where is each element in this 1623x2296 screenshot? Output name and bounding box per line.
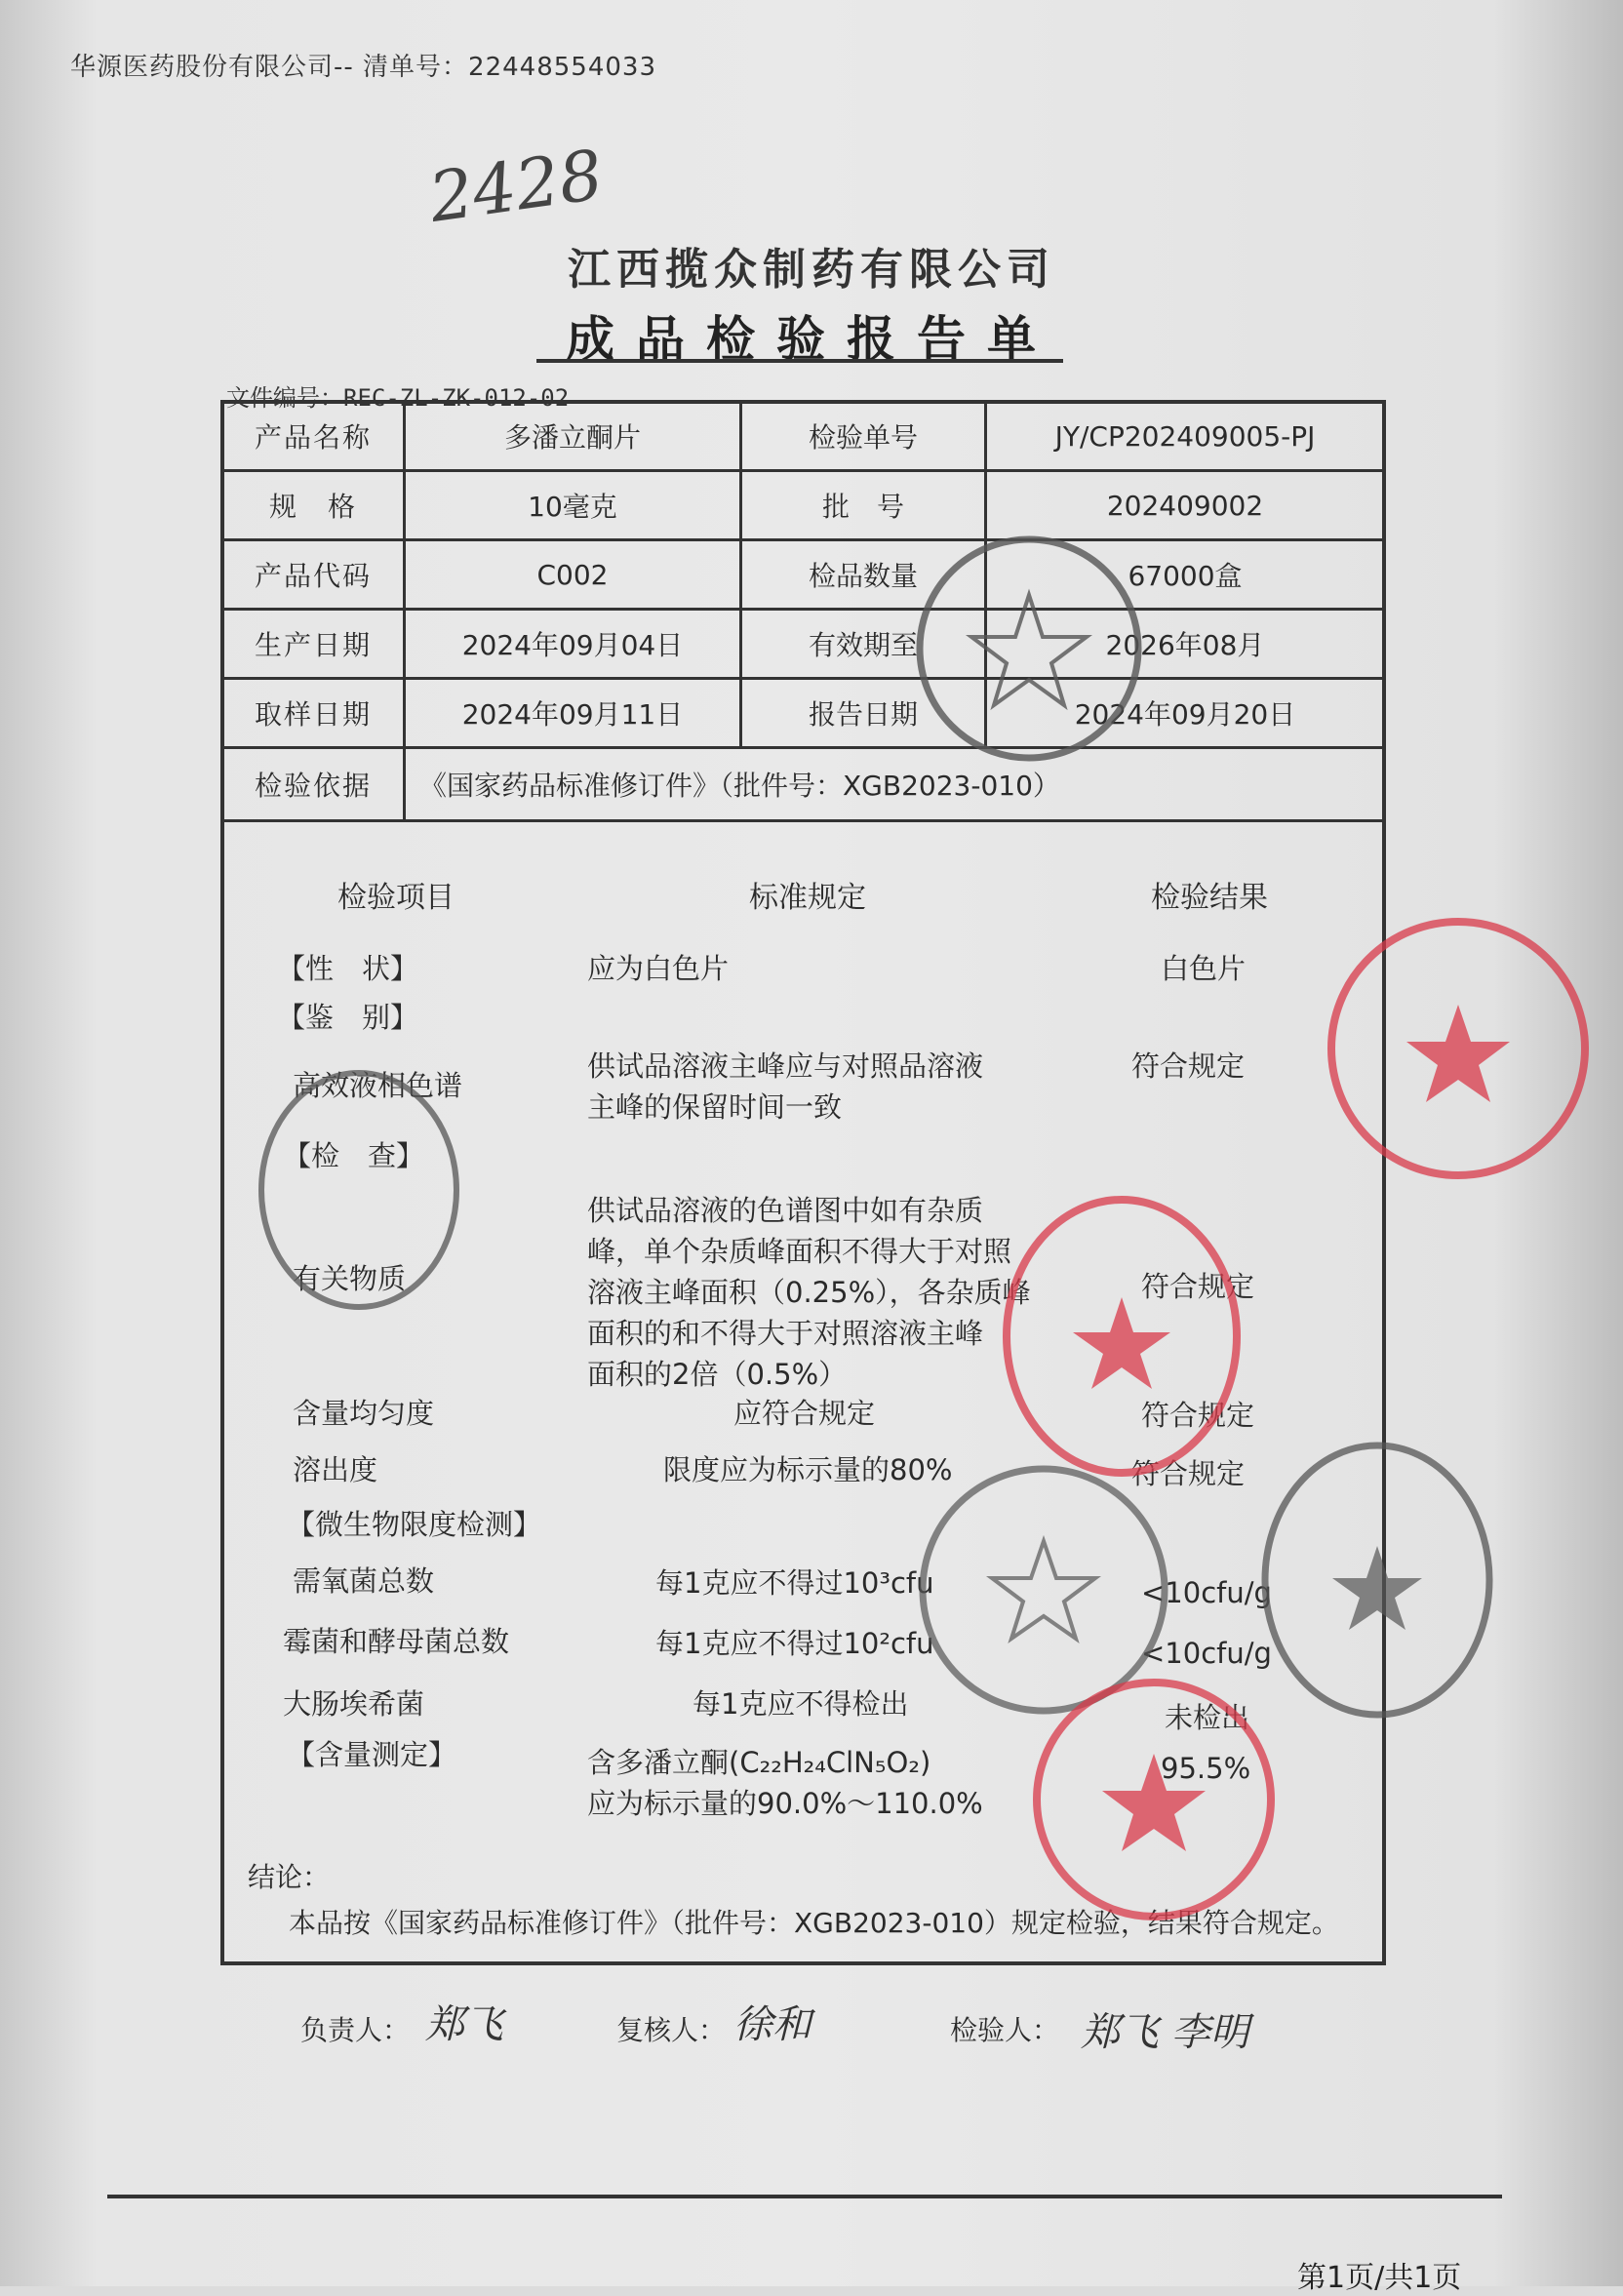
uniformity-item: 含量均匀度 — [293, 1397, 435, 1430]
related-standard-line: 供试品溶液的色谱图中如有杂质 — [587, 1194, 984, 1227]
top-line: 华源医药股份有限公司-- 清单号：22448554033 — [70, 53, 656, 82]
assay-result: 95.5% — [1161, 1752, 1251, 1785]
hplc-result: 符合规定 — [1131, 1049, 1246, 1083]
spec: 10毫克 — [405, 471, 741, 540]
related-standard-line: 面积的2倍（0.5%） — [587, 1358, 848, 1391]
appearance-result: 白色片 — [1161, 952, 1247, 985]
handwritten-number: 2428 — [424, 135, 608, 238]
spec-label: 规 格 — [222, 471, 405, 540]
qty-label: 检品数量 — [741, 540, 986, 610]
info-row — [222, 540, 1385, 610]
code: C002 — [405, 540, 741, 610]
company-name: 江西揽众制药有限公司 — [568, 245, 1055, 295]
uniformity-result: 符合规定 — [1141, 1399, 1255, 1432]
info-row — [222, 748, 1385, 821]
mold-result: <10cfu/g — [1141, 1637, 1272, 1670]
product-name: 多潘立酮片 — [405, 402, 741, 471]
info-row — [222, 402, 1385, 471]
check-item: 【检 查】 — [283, 1139, 425, 1172]
dissolution-item: 溶出度 — [293, 1453, 378, 1486]
title-underline — [536, 359, 1063, 363]
responsible-signature: 郑飞 — [425, 2002, 503, 2047]
responsible-label: 负责人： — [300, 2014, 411, 2046]
assay-standard-line: 含多潘立酮(C₂₂H₂₄ClN₅O₂) — [587, 1746, 931, 1779]
microbial-item: 【微生物限度检测】 — [287, 1508, 542, 1541]
identification-item: 【鉴 别】 — [277, 1001, 419, 1034]
bottom-rule — [107, 2195, 1502, 2198]
batch-label: 批 号 — [741, 471, 986, 540]
info-row — [222, 471, 1385, 540]
mold-item: 霉菌和酵母菌总数 — [283, 1625, 510, 1658]
basis: 《国家药品标准修订件》（批件号：XGB2023-010） — [405, 748, 1385, 821]
info-table — [220, 400, 1386, 822]
code-label: 产品代码 — [222, 540, 405, 610]
report-date: 2024年09月20日 — [986, 679, 1385, 748]
appearance-item: 【性 状】 — [277, 952, 419, 985]
seal-1 — [252, 1063, 466, 1317]
hplc-standard-line: 主峰的保留时间一致 — [587, 1090, 843, 1124]
col-item-heading: 检验项目 — [337, 881, 455, 915]
mfg-date: 2024年09月04日 — [405, 610, 741, 679]
ecoli-item: 大肠埃希菌 — [283, 1687, 425, 1721]
sample-date: 2024年09月11日 — [405, 679, 741, 748]
product-name-label: 产品名称 — [222, 402, 405, 471]
doc-number: 文件编号：REC-ZL-ZK-012-02 — [226, 384, 570, 412]
inspection-no-label: 检验单号 — [741, 402, 986, 471]
seal-2 — [1317, 907, 1600, 1190]
assay-item: 【含量测定】 — [287, 1738, 457, 1771]
assay-standard-line: 应为标示量的90.0%～110.0% — [587, 1787, 983, 1820]
dissolution-standard: 限度应为标示量的80% — [663, 1453, 953, 1486]
inspection-no: JY/CP202409005-PJ — [986, 402, 1385, 471]
related-item: 有关物质 — [293, 1262, 407, 1295]
conclusion-label: 结论： — [248, 1861, 331, 1893]
basis-label: 检验依据 — [222, 748, 405, 821]
aerobic-standard: 每1克应不得过10³cfu — [655, 1566, 934, 1600]
hplc-standard-line: 供试品溶液主峰应与对照品溶液 — [587, 1049, 984, 1083]
report-title: 成品检验报告单 — [566, 310, 1057, 368]
seal-6 — [1022, 1668, 1286, 1931]
mfg-label: 生产日期 — [222, 610, 405, 679]
aerobic-result: <10cfu/g — [1141, 1576, 1272, 1609]
expiry-label: 有效期至 — [741, 610, 986, 679]
qty: 67000盒 — [986, 540, 1385, 610]
appearance-standard: 应为白色片 — [587, 952, 730, 985]
aerobic-item: 需氧菌总数 — [293, 1564, 435, 1598]
info-row — [222, 610, 1385, 679]
dissolution-result: 符合规定 — [1131, 1457, 1246, 1490]
info-row — [222, 679, 1385, 748]
hplc-item: 高效液相色谱 — [293, 1069, 463, 1102]
mold-standard: 每1克应不得过10²cfu — [655, 1627, 934, 1660]
related-standard-line: 峰，单个杂质峰面积不得大于对照 — [587, 1235, 1012, 1268]
reviewer-label: 复核人： — [616, 2014, 727, 2046]
page-number: 第1页/共1页 — [1297, 2261, 1462, 2295]
related-standard-line: 溶液主峰面积（0.25%），各杂质峰 — [587, 1276, 1031, 1309]
reviewer-signature: 徐和 — [733, 2002, 812, 2047]
ecoli-result: 未检出 — [1165, 1701, 1250, 1734]
report-date-label: 报告日期 — [741, 679, 986, 748]
col-standard-heading: 标准规定 — [749, 881, 866, 915]
seal-3 — [995, 1190, 1248, 1483]
company-seal — [907, 527, 1151, 771]
ecoli-standard: 每1克应不得检出 — [693, 1687, 909, 1721]
uniformity-standard: 应符合规定 — [733, 1397, 876, 1430]
seal-5 — [1250, 1434, 1504, 1726]
related-result: 符合规定 — [1141, 1270, 1255, 1303]
conclusion-text: 本品按《国家药品标准修订件》（批件号：XGB2023-010）规定检验，结果符合规定。 — [289, 1907, 1339, 1939]
expiry-date: 2026年08月 — [986, 610, 1385, 679]
batch: 202409002 — [986, 471, 1385, 540]
inspector-signature: 郑飞 李明 — [1081, 2010, 1249, 2055]
sample-label: 取样日期 — [222, 679, 405, 748]
col-result-heading: 检验结果 — [1151, 881, 1268, 915]
inspector-label: 检验人： — [950, 2014, 1060, 2046]
related-standard-line: 面积的和不得大于对照溶液主峰 — [587, 1317, 984, 1350]
